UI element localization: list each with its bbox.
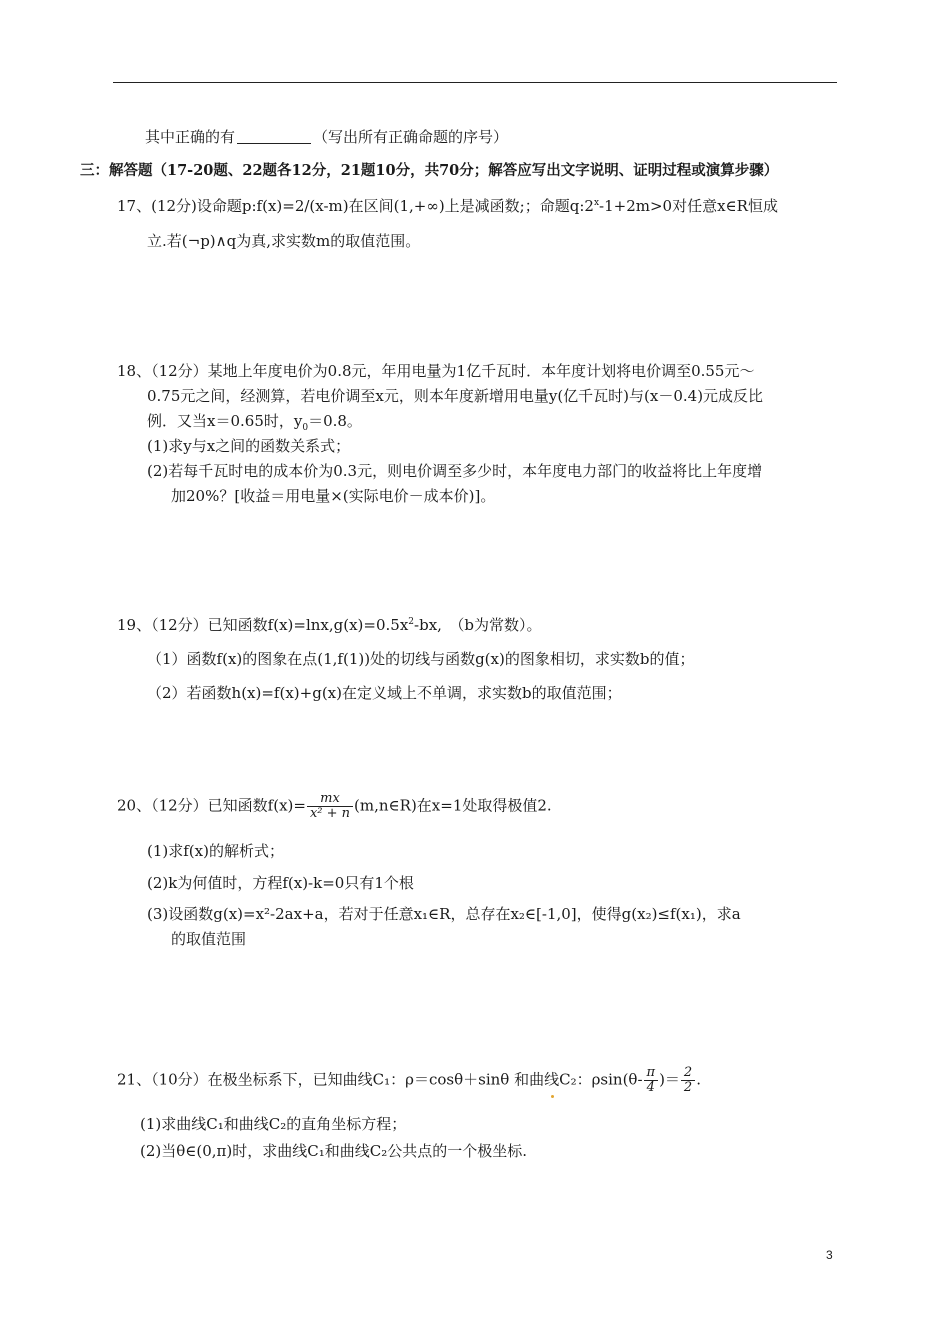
q17-line1 [117,196,778,216]
q20-part2: (2)k为何值时，方程f(x)-k=0只有1个根 [147,874,414,892]
q18-line2: 0.75元之间，经测算，若电价调至x元，则本年度新增用电量y(亿千瓦时)与(x－0.4)元成反比 [147,387,764,405]
prev-hint: （写出所有正确命题的序号） [313,128,509,146]
q21-part2: (2)当θ∈(0,π)时，求曲线C₁和曲线C₂公共点的一个极坐标. [140,1142,528,1160]
q19-line1 [117,615,542,635]
q17-text-a: 17、(12分)设命题p:f(x)=2/(x-m)在区间(1,+∞)上是减函数;；命题q:2 [117,197,594,215]
section-title: 三：解答题（17-20题、22题各12分，21题10分，共70分；解答应写出文字说明、证明过程或演算步骤） [80,162,779,179]
q20-line1-a: 20、（12分）已知函数f(x)= [117,796,306,815]
q21-line1 [117,1066,701,1095]
q21-line1-c: . [696,1070,701,1089]
q17-text-b: -1+2m>0对任意x∈R恒成 [599,197,778,215]
q20-fraction [307,792,353,821]
q17-sup: x [593,198,600,208]
prev-line-text: 其中正确的有 [145,128,236,146]
page-number: 3 [826,1248,833,1262]
q18-part1: (1)求y与x之间的函数关系式； [147,437,351,455]
q20-line1-b: (m,n∈R)在x=1处取得极值2. [354,796,552,815]
q20-frac-num: mx [320,791,340,806]
q20-part3-line1: (3)设函数g(x)=x²-2ax+a，若对于任意x₁∈R，总存在x₂∈[-1,0]，使得g(x₂)≤f(x₁)，求a [147,905,741,923]
q21-frac-num: π [646,1065,656,1080]
q21-frac2-num: 2 [683,1065,693,1080]
top-rule [113,82,837,83]
q19-sup: 2 [408,617,415,627]
q18-line3-a: 例．又当x＝0.65时，y [147,412,303,430]
q19-line1-b: -bx, （b为常数）。 [414,616,542,634]
q19-part1: （1）函数f(x)的图象在点(1,f(1))处的切线与函数g(x)的图象相切，求实数b的值； [147,650,695,668]
q21-frac2-den: 2 [681,1080,695,1095]
q21-line1-a: 21、（10分）在极坐标系下，已知曲线C₁：ρ＝cosθ＋sinθ 和曲线C₂：ρsin(θ- [117,1070,643,1089]
stray-mark [551,1095,554,1098]
q20-part1: (1)求f(x)的解析式； [147,842,284,860]
q18-part2-line2: 加20%？[收益＝用电量×(实际电价－成本价)]。 [171,487,496,505]
q19-line1-a: 19、（12分）已知函数f(x)=lnx,g(x)=0.5x [117,616,409,634]
q19-part2: （2）若函数h(x)=f(x)+g(x)在定义域上不单调，求实数b的取值范围； [147,684,622,702]
prev-question-tail [145,127,508,147]
q18-part2-line1: (2)若每千瓦时电的成本价为0.3元，则电价调至多少时，本年度电力部门的收益将比上年度增 [147,462,763,480]
q20-frac-den: x² + n [307,806,353,821]
q18-line1: 18、（12分）某地上年度电价为0.8元，年用电量为1亿千瓦时．本年度计划将电价调至0.55元～ [117,362,755,380]
q18-sub: 0 [302,423,309,433]
q21-part1: (1)求曲线C₁和曲线C₂的直角坐标方程； [140,1115,407,1133]
q20-part3-line2: 的取值范围 [171,930,247,948]
q21-frac-den: 4 [644,1080,658,1095]
q18-line3-b: ＝0.8。 [308,412,362,430]
q20-line1 [117,792,552,821]
q21-line1-b: )＝ [659,1070,680,1089]
q21-fraction-pi [644,1066,659,1095]
answer-blank [237,129,311,144]
q18-line3 [147,411,362,431]
q17-line2: 立.若(¬p)∧q为真,求实数m的取值范围。 [147,232,421,250]
q21-fraction-half [681,1066,695,1095]
